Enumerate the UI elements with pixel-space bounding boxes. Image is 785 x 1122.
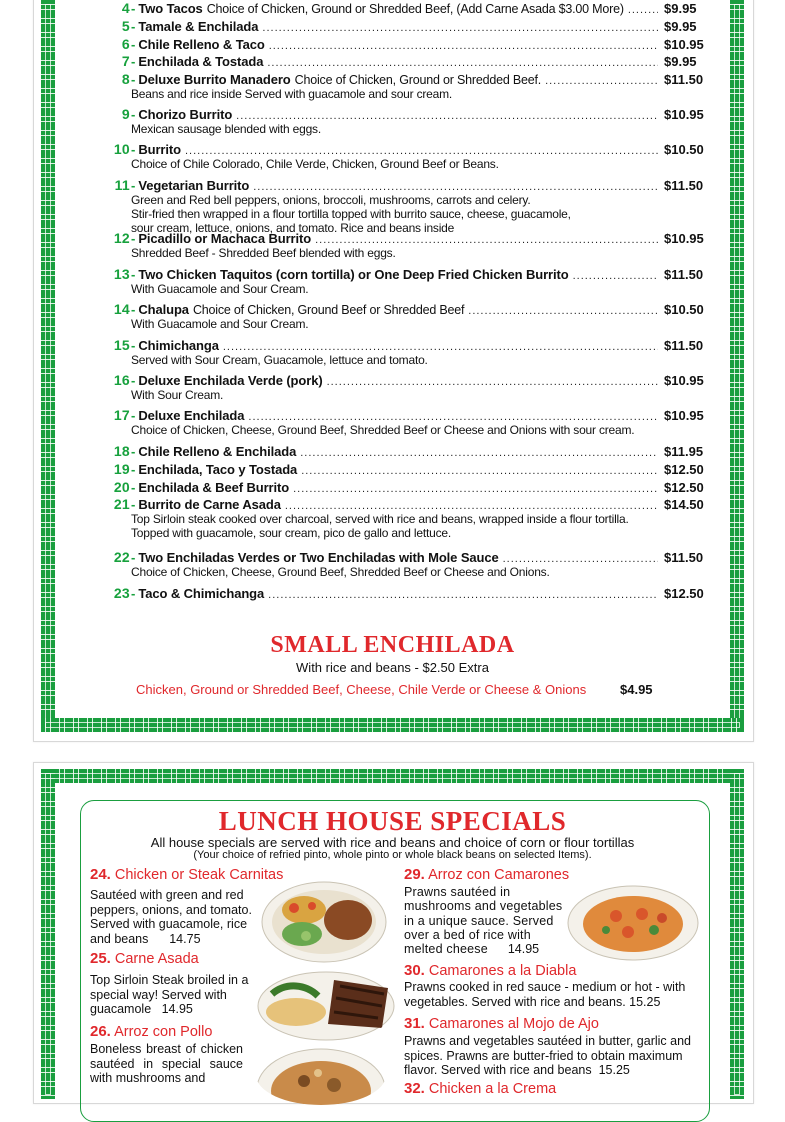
menu-item-line <box>90 549 706 565</box>
menu-item <box>90 0 706 16</box>
special-24-desc <box>90 888 258 946</box>
menu-item-name: Two Chicken Taquitos (corn tortilla) or One Deep Fried Chicken Burrito <box>138 267 569 282</box>
border-left <box>41 0 55 732</box>
special-24-text: Sautéed with green and red peppers, onions, and tomato. Served with guacamole, rice and beans <box>90 888 252 946</box>
menu-item-price: $9.95 <box>664 19 697 34</box>
menu-item-dash: - <box>131 444 136 459</box>
menu-item-number: 18 <box>113 443 130 459</box>
menu-item-line <box>90 36 706 52</box>
special-29-name: Arroz con Camarones <box>428 867 570 883</box>
menu-item-price: $11.50 <box>664 267 704 282</box>
menu-item-name: Chimichanga <box>138 338 219 353</box>
menu-item-name: Two Tacos <box>138 1 203 16</box>
menu-item-name: Burrito <box>138 142 181 157</box>
menu-item-name: Enchilada, Taco y Tostada <box>138 462 298 477</box>
carne-asada-plate-image <box>256 968 396 1042</box>
menu-item-description: Mexican sausage blended with eggs. <box>131 122 321 136</box>
menu-item <box>90 266 706 296</box>
menu-item-name: Deluxe Burrito Manadero <box>138 72 291 87</box>
menu-item-dash: - <box>131 37 136 52</box>
special-30-text: Prawns cooked in red sauce - medium or hot - with vegetables. Served with rice and beans. <box>404 980 686 1009</box>
menu-item-name: Tamale & Enchilada <box>138 19 259 34</box>
lunch-specials-title: LUNCH HOUSE SPECIALS <box>218 806 567 836</box>
small-enchilada-options: Chicken, Ground or Shredded Beef, Cheese, Chile Verde or Cheese & Onions <box>136 682 587 697</box>
menu-item <box>90 53 706 69</box>
menu-item <box>90 407 706 437</box>
special-25-name: Carne Asada <box>114 951 199 967</box>
menu-item-number: 4 <box>121 0 130 16</box>
menu-item-price: $12.50 <box>664 586 704 601</box>
menu-item-note: Choice of Chicken, Ground or Shredded Beef. <box>294 73 542 87</box>
menu-item-leader <box>468 303 658 319</box>
menu-item-leader <box>269 38 658 54</box>
menu-item-name: Enchilada & Tostada <box>138 54 264 69</box>
menu-item-name: Two Enchiladas Verdes or Two Enchiladas with Mole Sauce <box>138 550 499 565</box>
menu-item-dash: - <box>131 267 136 282</box>
menu-item-dash: - <box>131 54 136 69</box>
menu-item-name: Deluxe Enchilada Verde (pork) <box>138 373 323 388</box>
special-30-name: Camarones a la Diabla <box>428 963 577 979</box>
menu-item-price: $14.50 <box>664 497 704 512</box>
menu-item-number: 19 <box>113 461 130 477</box>
special-24-number: 24. <box>90 866 111 883</box>
small-enchilada-price: $4.95 <box>620 682 653 697</box>
menu-item-line <box>90 18 706 34</box>
menu-item-line <box>90 106 706 122</box>
menu-item-name: Chile Relleno & Enchilada <box>138 444 297 459</box>
menu-item-price: $10.95 <box>664 408 704 423</box>
special-26-number: 26. <box>90 1023 111 1040</box>
menu-item-price: $11.50 <box>664 178 704 193</box>
menu-item-description: Beans and rice inside Served with guacamole and sour cream. <box>131 87 453 101</box>
menu-item <box>90 141 706 171</box>
special-29-text: Prawns sautéed in mushrooms and vegetables in a unique sauce. Served over a bed of rice with melted cheese <box>404 885 563 957</box>
menu-item-note: Choice of Chicken, Ground or Shredded Beef, (Add Carne Asada $3.00 More) <box>206 2 624 16</box>
menu-item-price: $9.95 <box>664 1 697 16</box>
special-29-price: 14.95 <box>507 942 540 957</box>
menu-item-number: 8 <box>121 71 130 87</box>
menu-item <box>90 443 706 459</box>
menu-item-number: 7 <box>121 53 130 69</box>
menu-item-number: 11 <box>114 177 130 193</box>
special-24-price: 14.75 <box>169 931 201 946</box>
menu-item <box>90 106 706 136</box>
menu-item-line <box>90 407 706 423</box>
menu-item-number: 12 <box>113 230 130 246</box>
menu-item-price: $12.50 <box>664 462 704 477</box>
menu-item <box>90 18 706 34</box>
menu-item-description: Shredded Beef - Shredded Beef blended with eggs. <box>131 246 396 260</box>
menu-item-name: Deluxe Enchilada <box>138 408 245 423</box>
menu-item-dash: - <box>131 178 136 193</box>
menu-item-line <box>90 266 706 282</box>
menu-item <box>90 461 706 477</box>
small-enchilada-subtitle: With rice and beans - $2.50 Extra <box>296 660 489 675</box>
menu-item-number: 21 <box>113 496 130 512</box>
menu-item <box>90 496 706 540</box>
menu-item <box>90 301 706 331</box>
menu-item-leader <box>268 587 658 603</box>
menu-item-price: $10.95 <box>664 231 704 246</box>
menu-item-number: 13 <box>113 266 130 282</box>
border-top <box>41 769 744 783</box>
menu-item-number: 16 <box>113 372 130 388</box>
menu-item-dash: - <box>131 1 136 16</box>
menu-item-number: 9 <box>121 106 130 122</box>
menu-item-dash: - <box>131 462 136 477</box>
menu-item-name: Taco & Chimichanga <box>138 586 265 601</box>
special-31-text: Prawns and vegetables sautéed in butter, garlic and spices. Prawns are butter-fried to obtain maximum flavor. Served with rice and beans <box>404 1034 691 1077</box>
menu-item-dash: - <box>131 72 136 87</box>
menu-item-leader <box>267 55 658 71</box>
menu-item <box>90 177 706 235</box>
menu-item <box>90 71 706 101</box>
menu-item-name: Enchilada & Beef Burrito <box>138 480 290 495</box>
special-30-price: 15.25 <box>629 994 661 1009</box>
menu-item-price: $10.95 <box>664 107 704 122</box>
menu-item-number: 17 <box>113 407 130 423</box>
menu-item-dash: - <box>131 550 136 565</box>
menu-item-description: Top Sirloin steak cooked over charcoal, served with rice and beans, wrapped inside a flour tortilla. <box>131 512 629 526</box>
special-29-number: 29. <box>404 866 425 883</box>
menu-item-dash: - <box>131 19 136 34</box>
menu-item-description: sour cream, lettuce, onions, and tomato. Rice and beans inside <box>131 221 455 235</box>
menu-item-name: Vegetarian Burrito <box>138 178 250 193</box>
camarones-plate-image <box>566 884 700 962</box>
lunch-specials-subtitle: All house specials are served with rice and beans and choice of corn or flour tortillas <box>150 835 635 850</box>
menu-item-dash: - <box>131 107 136 122</box>
menu-item-leader <box>301 463 658 479</box>
menu-item-number: 6 <box>121 36 130 52</box>
menu-item-dash: - <box>131 586 136 601</box>
special-25-price: 14.95 <box>161 1002 193 1016</box>
menu-item-line <box>90 585 706 601</box>
menu-item-line <box>90 141 706 157</box>
menu-item-description: Green and Red bell peppers, onions, broccoli, mushrooms, carrots and celery. <box>131 193 531 207</box>
special-31-desc <box>404 1034 700 1078</box>
special-31-number: 31. <box>404 1015 425 1032</box>
menu-item-number: 22 <box>113 549 130 565</box>
special-25-text: Top Sirloin Steak broiled in a special way! Served with guacamole <box>90 973 249 1016</box>
menu-item-dash: - <box>131 338 136 353</box>
menu-item <box>90 230 706 260</box>
special-30-heading <box>404 962 576 979</box>
menu-item-line <box>90 230 706 246</box>
menu-item-number: 20 <box>113 479 130 495</box>
special-24-heading <box>90 866 283 883</box>
menu-item-description: Topped with guacamole, sour cream, pico de gallo and lettuce. <box>131 526 451 540</box>
menu-item-leader <box>545 73 658 89</box>
menu-item-description: Choice of Chile Colorado, Chile Verde, Chicken, Ground Beef or Beans. <box>131 157 499 171</box>
border-bottom <box>41 718 744 732</box>
menu-item-dash: - <box>131 480 136 495</box>
menu-item-line <box>90 301 706 317</box>
menu-item-description: With Guacamole and Sour Cream. <box>131 317 309 331</box>
menu-item-price: $11.50 <box>664 338 704 353</box>
menu-item <box>90 372 706 402</box>
menu-item-leader <box>300 445 658 461</box>
small-enchilada-title: SMALL ENCHILADA <box>270 632 515 658</box>
menu-item-price: $12.50 <box>664 480 704 495</box>
menu-item-dash: - <box>131 302 136 317</box>
menu-item-name: Burrito de Carne Asada <box>138 497 281 512</box>
menu-item-leader <box>327 374 658 390</box>
menu-item-price: $11.95 <box>664 444 704 459</box>
special-26-heading <box>90 1023 212 1040</box>
special-29-heading <box>404 866 569 883</box>
special-30-desc <box>404 980 700 1009</box>
menu-item-line <box>90 496 706 512</box>
menu-item-line <box>90 0 706 16</box>
menu-item <box>90 549 706 579</box>
menu-item-description: With Sour Cream. <box>131 388 224 402</box>
menu-item-description: Choice of Chicken, Cheese, Ground Beef, Shredded Beef or Cheese and Onions with sour cream. <box>131 423 635 437</box>
menu-item-dash: - <box>131 231 136 246</box>
menu-item-description: Stir-fried then wrapped in a flour tortilla topped with burrito sauce, cheese, guacamole, <box>131 207 571 221</box>
menu-item-number: 15 <box>113 337 130 353</box>
menu-item-price: $10.95 <box>664 373 704 388</box>
menu-item <box>90 337 706 367</box>
menu-item-leader <box>262 20 658 36</box>
menu-item-line <box>90 461 706 477</box>
menu-item-price: $10.95 <box>664 37 704 52</box>
menu-item-number: 10 <box>113 141 130 157</box>
menu-item-leader <box>628 2 658 18</box>
special-31-price: 15.25 <box>598 1063 630 1077</box>
menu-item-line <box>90 337 706 353</box>
menu-item-description: With Guacamole and Sour Cream. <box>131 282 309 296</box>
menu-item <box>90 36 706 52</box>
special-25-heading <box>90 950 199 967</box>
special-24-name: Chicken or Steak Carnitas <box>114 867 284 883</box>
special-32-number: 32. <box>404 1080 425 1097</box>
special-30-number: 30. <box>404 962 425 979</box>
menu-item-price: $10.50 <box>664 302 704 317</box>
menu-item-price: $9.95 <box>664 54 697 69</box>
special-31-name: Camarones al Mojo de Ajo <box>428 1016 599 1032</box>
menu-item-line <box>90 177 706 193</box>
special-26-name: Arroz con Pollo <box>114 1024 213 1040</box>
menu-item-number: 5 <box>121 18 130 34</box>
menu-item-dash: - <box>131 408 136 423</box>
menu-item-line <box>90 53 706 69</box>
menu-item-description: Choice of Chicken, Cheese, Ground Beef, Shredded Beef or Cheese and Onions. <box>131 565 550 579</box>
menu-item-leader <box>573 268 658 284</box>
carnitas-plate-image <box>260 880 388 964</box>
menu-item-dash: - <box>131 373 136 388</box>
menu-item-line <box>90 443 706 459</box>
menu-item-dash: - <box>131 497 136 512</box>
menu-item-name: Chile Relleno & Taco <box>138 37 265 52</box>
special-31-heading <box>404 1015 599 1032</box>
menu-item-price: $11.50 <box>664 72 704 87</box>
border-right <box>730 0 744 732</box>
menu-item-line <box>90 71 706 87</box>
lunch-specials-note: (Your choice of refried pinto, whole pinto or whole black beans on selected Items). <box>193 849 592 861</box>
menu-item-description: Served with Sour Cream, Guacamole, lettuce and tomato. <box>131 353 428 367</box>
menu-item-dash: - <box>131 142 136 157</box>
menu-item-name: Picadillo or Machaca Burrito <box>138 231 312 246</box>
menu-item-line <box>90 372 706 388</box>
menu-item-name: Chorizo Burrito <box>138 107 233 122</box>
arroz-con-pollo-plate-image <box>256 1045 386 1105</box>
special-29-desc <box>404 885 564 956</box>
special-32-name: Chicken a la Crema <box>428 1081 557 1097</box>
menu-item-name: Chalupa <box>138 302 189 317</box>
special-25-desc <box>90 973 250 1017</box>
menu-item-line <box>90 479 706 495</box>
menu-item-price: $11.50 <box>664 550 704 565</box>
menu-item-leader <box>293 481 658 497</box>
menu-item-price: $10.50 <box>664 142 704 157</box>
menu-item-note: Choice of Chicken, Ground Beef or Shredded Beef <box>192 303 465 317</box>
special-26-desc: Boneless breast of chicken sautéed in special sauce with mushrooms and <box>90 1042 243 1085</box>
special-25-number: 25. <box>90 950 111 967</box>
menu-item-number: 14 <box>113 301 130 317</box>
menu-item <box>90 585 706 601</box>
menu-item-number: 23 <box>113 585 130 601</box>
menu-item <box>90 479 706 495</box>
